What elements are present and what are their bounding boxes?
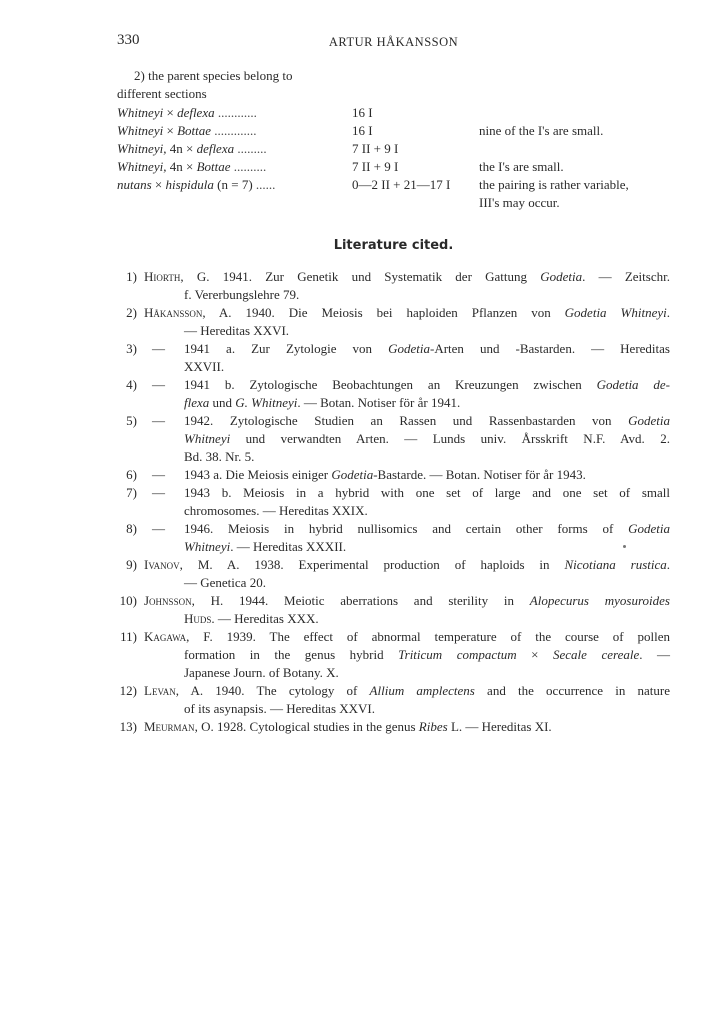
- cross-parent-b: Bottae: [196, 159, 231, 174]
- chromosome-config: 16 I: [352, 123, 373, 138]
- reference-number: 9): [126, 557, 137, 572]
- reference-number: 8): [126, 521, 137, 536]
- reference-text: .: [666, 557, 671, 572]
- reference-line: [184, 610, 670, 628]
- reference-taxon: Allium amplectens: [369, 683, 475, 698]
- reference-author: Kagawa: [144, 629, 187, 644]
- reference-taxon: Whitneyi: [184, 431, 231, 446]
- reference-line: [184, 430, 670, 448]
- cross-operator: ×: [151, 177, 166, 192]
- reference-text: ×: [516, 647, 554, 662]
- print-speck: [623, 545, 626, 548]
- reference-entry: [117, 628, 670, 682]
- reference-taxon: Triticum compactum: [398, 647, 517, 662]
- reference-taxon: Godetia Whitneyi: [564, 305, 667, 320]
- cross-remark: the pairing is rather variable,: [479, 177, 629, 192]
- reference-line: [184, 646, 670, 664]
- cross-operator: ×: [163, 105, 178, 120]
- cross-parent-a: Whitneyi: [117, 105, 164, 120]
- reference-text: 1946. Meiosis in hybrid nullisomics and certain other forms of: [184, 521, 629, 536]
- ditto-dash: —: [152, 377, 165, 392]
- reference-number: 5): [126, 413, 137, 428]
- cross-operator: 4n ×: [166, 159, 197, 174]
- reference-text: chromosomes. — Hereditas XXIX.: [184, 503, 368, 518]
- reference-text: . — Hereditas XXXII.: [230, 539, 347, 554]
- reference-taxon: G. Whitneyi: [235, 395, 298, 410]
- cross-parent-b: hispidula: [165, 177, 214, 192]
- reference-text: .: [666, 305, 670, 320]
- reference-line: [184, 286, 670, 304]
- reference-line: [184, 574, 670, 592]
- cross-remark: the I's are small.: [479, 159, 564, 174]
- reference-number: 7): [126, 485, 137, 500]
- reference-line: [184, 466, 670, 484]
- chromosome-config: 0—2 II + 21—17 I: [352, 177, 451, 192]
- reference-entry: [117, 718, 670, 736]
- reference-entry: [117, 484, 670, 520]
- reference-text: . — Botan. Notiser för år 1941.: [297, 395, 461, 410]
- reference-text: . —: [639, 647, 671, 662]
- reference-taxon: Godetia: [388, 341, 430, 356]
- reference-line: [144, 304, 670, 322]
- reference-line: [184, 700, 670, 718]
- reference-line: [184, 376, 670, 394]
- reference-line: [144, 268, 670, 286]
- reference-number: 1): [126, 269, 137, 284]
- reference-author: Levan: [144, 683, 176, 698]
- reference-text: of its asynapsis. — Hereditas XXVI.: [184, 701, 375, 716]
- reference-number: 10): [119, 593, 137, 608]
- reference-line: [184, 340, 670, 358]
- reference-taxon: Secale cereale: [553, 647, 640, 662]
- reference-number: 11): [120, 629, 137, 644]
- reference-entry: [117, 520, 670, 556]
- reference-text: , G. 1941. Zur Genetik und Systematik der Gattung: [180, 269, 541, 284]
- reference-number: 4): [126, 377, 137, 392]
- reference-entry: [117, 682, 670, 718]
- reference-text: 1943 a. Die Meiosis einiger: [184, 467, 332, 482]
- reference-author: Meurman: [144, 719, 195, 734]
- reference-line: [184, 502, 670, 520]
- reference-line: [144, 682, 670, 700]
- reference-text: . — Hereditas XXX.: [211, 611, 319, 626]
- chromosome-config: 7 II + 9 I: [352, 159, 399, 174]
- cross-name: [117, 140, 347, 158]
- reference-entry: [117, 556, 670, 592]
- reference-taxon: Alopecurus myosuroides: [529, 593, 670, 608]
- reference-text: , H. 1944. Meiotic aberrations and sterility in: [191, 593, 530, 608]
- reference-number: 13): [119, 719, 137, 734]
- reference-number: 6): [126, 467, 137, 482]
- reference-entry: [117, 304, 670, 340]
- reference-list: [117, 268, 670, 736]
- reference-entry: [117, 592, 670, 628]
- leader-dots: .............: [211, 123, 257, 138]
- cross-row: [117, 140, 677, 158]
- reference-taxon: Godetia de-: [596, 377, 671, 392]
- page-number: 330: [117, 32, 140, 48]
- reference-entry: [117, 412, 670, 466]
- reference-entry: [117, 376, 670, 412]
- reference-text: , A. 1940. Die Meiosis bei haploiden Pflanzen von: [202, 305, 565, 320]
- reference-line: [144, 718, 670, 736]
- reference-text: and the occurrence in nature: [474, 683, 670, 698]
- reference-text: 1941 b. Zytologische Beobachtungen an Kreuzungen zwischen: [184, 377, 597, 392]
- reference-line: [144, 556, 670, 574]
- reference-author: Håkansson: [144, 305, 203, 320]
- reference-line: [184, 538, 670, 556]
- reference-text: 1942. Zytologische Studien an Rassen und Rassenbastarden von: [184, 413, 629, 428]
- reference-text: 1943 b. Meiosis in a hybrid with one set of large and one set of small: [184, 485, 670, 500]
- reference-author: Ivanov: [144, 557, 180, 572]
- reference-line: [184, 358, 670, 376]
- reference-number: 12): [119, 683, 137, 698]
- reference-author: Johnsson: [144, 593, 192, 608]
- reference-line: [184, 322, 670, 340]
- cross-remark: III's may occur.: [479, 195, 560, 210]
- cross-parent-b: deflexa: [177, 105, 215, 120]
- reference-text: XXVII.: [184, 359, 225, 374]
- cross-name: [117, 158, 347, 176]
- reference-taxon: Nicotiana rustica: [564, 557, 667, 572]
- leader-dots: ..........: [230, 159, 267, 174]
- reference-author: Hiorth: [144, 269, 181, 284]
- reference-text: Japanese Journ. of Botany. X.: [184, 665, 339, 680]
- cross-parent-a: Whitneyi,: [117, 159, 167, 174]
- intro-line: different sections: [117, 86, 207, 101]
- cross-row-continuation: [117, 194, 677, 212]
- reference-text: — Hereditas XXVI.: [184, 323, 290, 338]
- reference-text: , F. 1939. The effect of abnormal temperature of the course of pollen: [186, 629, 670, 644]
- reference-line: [184, 448, 670, 466]
- reference-taxon: flexa: [184, 395, 210, 410]
- reference-text: , O. 1928. Cytological studies in the genus: [194, 719, 419, 734]
- reference-line: [184, 520, 670, 538]
- reference-entry: [117, 268, 670, 304]
- cross-name: [117, 122, 347, 140]
- reference-line: [184, 412, 670, 430]
- reference-text: , A. 1940. The cytology of: [175, 683, 370, 698]
- reference-text: f. Vererbungslehre 79.: [184, 287, 300, 302]
- reference-text: -Arten und -Bastarden. — Hereditas: [429, 341, 670, 356]
- leader-dots: ......: [252, 177, 276, 192]
- reference-text: — Genetica 20.: [184, 575, 266, 590]
- intro-text: [117, 67, 417, 103]
- cross-parent-a: nutans: [117, 177, 152, 192]
- ditto-dash: —: [152, 413, 165, 428]
- ditto-dash: —: [152, 341, 165, 356]
- cross-parent-b: deflexa: [196, 141, 235, 156]
- reference-number: 2): [126, 305, 137, 320]
- cross-row: [117, 122, 677, 140]
- ditto-dash: —: [152, 521, 165, 536]
- reference-text: -Bastarde. — Botan. Notiser för år 1943.: [373, 467, 586, 482]
- reference-taxon: Whitneyi: [184, 539, 231, 554]
- running-title: ARTUR HÅKANSSON: [328, 35, 459, 49]
- reference-line: [144, 628, 670, 646]
- reference-text: , M. A. 1938. Experimental production of haploids in: [179, 557, 565, 572]
- page-header: [117, 32, 670, 52]
- reference-text: und verwandten Arten. — Lunds univ. Årsskrift N.F. Avd. 2.: [230, 431, 670, 446]
- reference-author: Huds: [184, 611, 212, 626]
- reference-taxon: Godetia: [331, 467, 374, 482]
- reference-taxon: Ribes: [418, 719, 448, 734]
- ditto-dash: —: [152, 467, 165, 482]
- chromosome-config: 7 II + 9 I: [352, 141, 399, 156]
- cross-parent-b: Bottae: [177, 123, 211, 138]
- reference-line: [184, 664, 670, 682]
- reference-text: Bd. 38. Nr. 5.: [184, 449, 255, 464]
- reference-text: L. — Hereditas XI.: [447, 719, 552, 734]
- chromosome-config: 16 I: [352, 105, 373, 120]
- cross-remark: nine of the I's are small.: [479, 123, 604, 138]
- reference-text: . — Zeitschr.: [582, 269, 670, 284]
- intro-line: 2) the parent species belong to: [134, 68, 293, 83]
- cross-row: [117, 158, 677, 176]
- reference-text: 1941 a. Zur Zytologie von: [184, 341, 389, 356]
- reference-taxon: Godetia: [540, 269, 583, 284]
- section-heading: Literature cited.: [333, 238, 454, 253]
- reference-line: [144, 592, 670, 610]
- reference-line: [184, 484, 670, 502]
- cross-name: [117, 176, 347, 194]
- cross-extra: (n = 7): [213, 177, 253, 192]
- leader-dots: .........: [234, 141, 267, 156]
- cross-row: [117, 176, 677, 194]
- cross-row: [117, 104, 677, 122]
- reference-text: und: [209, 395, 236, 410]
- cross-parent-a: Whitneyi: [117, 123, 164, 138]
- reference-line: [184, 394, 670, 412]
- cross-table: [117, 104, 677, 212]
- reference-text: formation in the genus hybrid: [184, 647, 399, 662]
- reference-taxon: Godetia: [628, 413, 670, 428]
- reference-taxon: Godetia: [628, 521, 670, 536]
- cross-operator: 4n ×: [166, 141, 197, 156]
- cross-parent-a: Whitneyi,: [117, 141, 167, 156]
- reference-number: 3): [126, 341, 137, 356]
- cross-operator: ×: [163, 123, 178, 138]
- ditto-dash: —: [152, 485, 165, 500]
- leader-dots: ............: [214, 105, 257, 120]
- reference-entry: [117, 340, 670, 376]
- cross-name: [117, 104, 347, 122]
- reference-entry: [117, 466, 670, 484]
